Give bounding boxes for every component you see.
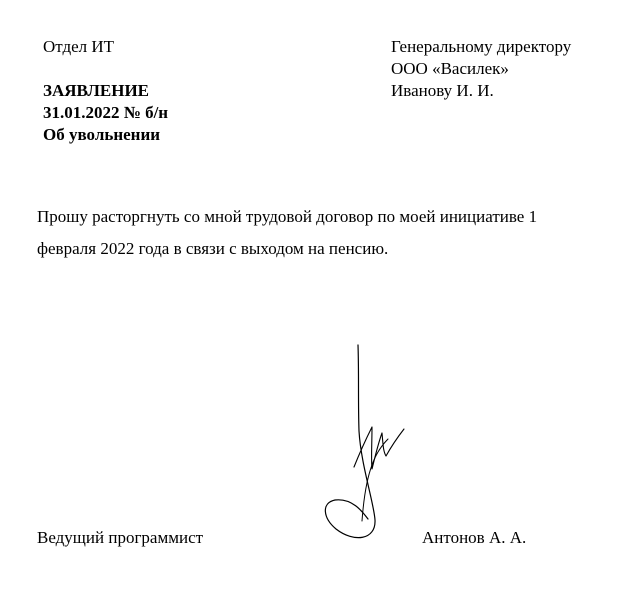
body-text-line-1: Прошу расторгнуть со мной трудовой договор по моей инициативе 1 [37,207,538,226]
department-name: Отдел ИТ [43,37,115,56]
document-date-number: 31.01.2022 № б/н [43,103,169,122]
recipient-title: Генеральному директору [391,37,572,56]
employee-position: Ведущий программист [37,528,204,547]
recipient-company: ООО «Василек» [391,59,509,78]
signature-loop-stroke [354,427,404,469]
recipient-name: Иванову И. И. [391,81,494,100]
document-type: ЗАЯВЛЕНИЕ [43,81,150,100]
body-text-line-2: февраля 2022 года в связи с выходом на пенсию. [37,239,389,258]
handwritten-signature [318,343,418,547]
employee-name: Антонов А. А. [422,528,527,547]
document-subject: Об увольнении [43,125,161,144]
signature-main-stroke [325,345,375,538]
